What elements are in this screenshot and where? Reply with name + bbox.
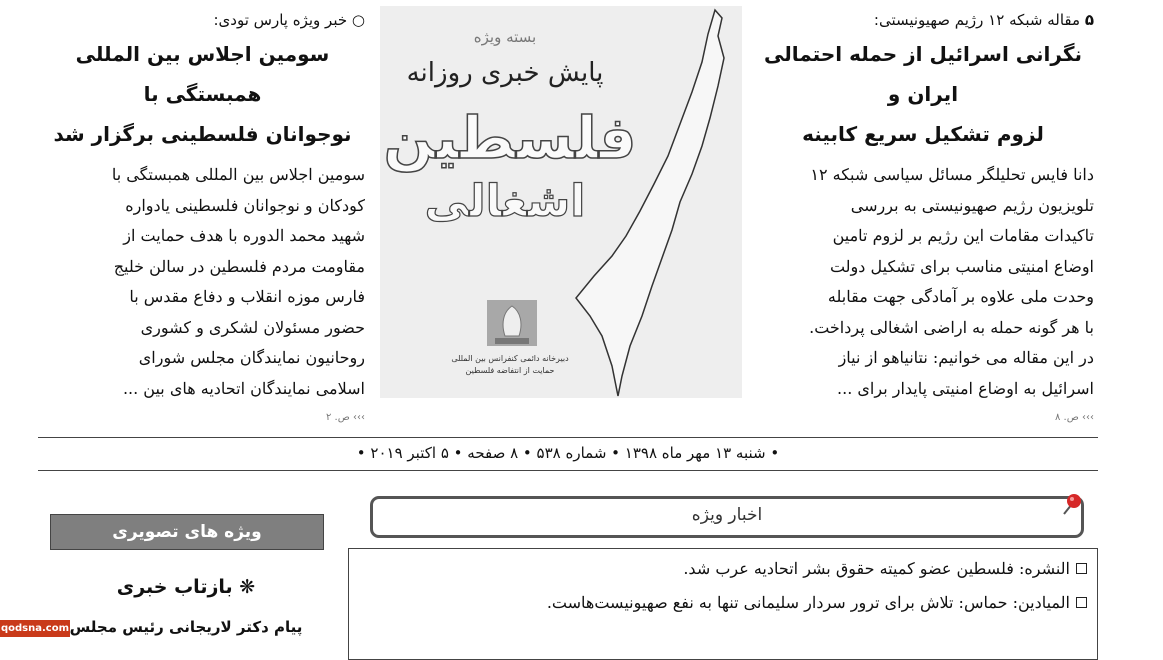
body-line: روحانیون نمایندگان مجلس شورای: [138, 348, 365, 367]
organization-logo-icon: [485, 298, 539, 350]
cover-organization-line: دبیرخانه دائمی کنفرانس بین المللی: [451, 354, 569, 363]
body-line: دانا فایس تحلیلگر مسائل سیاسی شبکه ۱۲: [810, 165, 1094, 184]
special-news-title: اخبار ویژه: [691, 505, 763, 525]
page-reference-link[interactable]: ››› ص. ۸: [1055, 412, 1094, 423]
divider: [38, 470, 1098, 471]
left-article-body: [40, 160, 365, 404]
body-line: فارس موزه انقلاب و دفاع مقدس با: [129, 287, 365, 306]
article-number: ۵: [1084, 11, 1094, 29]
picture-caption[interactable]: پیام دکتر لاریجانی رئیس مجلس: [69, 618, 303, 636]
left-article-headline[interactable]: [40, 34, 365, 154]
divider: [38, 437, 1098, 438]
headline-line: نگرانی اسرائیل از حمله احتمالی ایران و: [764, 42, 1082, 106]
special-news-list: [348, 548, 1098, 660]
page-reference-link[interactable]: ››› ص. ۲: [326, 412, 365, 423]
headline-line: نوجوانان فلسطینی برگزار شد: [53, 122, 352, 146]
body-line: اسلامی نمایندگان اتحادیه های بین ...: [122, 378, 365, 398]
news-item[interactable]: [349, 593, 1097, 613]
headline-line: لزوم تشکیل سریع کابینه: [802, 122, 1044, 146]
right-article-headline[interactable]: [752, 34, 1094, 154]
body-line: حضور مسئولان لشکری و کشوری: [140, 317, 365, 337]
site-watermark: qodsna.com: [0, 620, 70, 637]
cover-big-subtitle: اشغالی: [424, 176, 586, 227]
body-line: وحدت ملی علاوه بر آمادگی جهت مقابله: [827, 287, 1094, 306]
body-line: اوضاع امنیتی مناسب برای تشکیل دولت: [829, 256, 1094, 276]
right-article: [752, 8, 1094, 423]
news-item[interactable]: [349, 559, 1097, 579]
right-article-kicker: [752, 8, 1094, 32]
cover-organization-line: حمایت از انتفاضه فلسطین: [465, 366, 555, 375]
cover-title: پایش خبری روزانه: [406, 58, 604, 88]
special-news-header: [370, 496, 1084, 538]
checkbox-bullet-icon: [1076, 597, 1087, 608]
news-item-text: النشره: فلسطین عضو کمیته حقوق بشر اتحادیه عرب شد.: [683, 559, 1070, 578]
kicker-text: خبر ویژه پارس تودی:: [213, 11, 348, 29]
body-line: اسرائیل به اوضاع امنیتی پایدار برای ...: [837, 378, 1094, 398]
news-reflection-heading: ❋ بازتاب خبری: [116, 576, 256, 598]
kicker-text: مقاله شبکه ۱۲ رژیم صهیونیستی:: [873, 11, 1081, 29]
body-line: با هر گونه حمله به اراضی اشغالی پرداخت.: [809, 317, 1094, 337]
circle-bullet-icon: ○: [351, 11, 365, 29]
issue-date-line: • شنبه ۱۳ مهر ماه ۱۳۹۸ • شماره ۵۳۸ • ۸ صفحه • ۵ اکتبر ۲۰۱۹ •: [356, 444, 780, 462]
body-line: مقاومت مردم فلسطین در سالن خلیج: [113, 256, 365, 276]
checkbox-bullet-icon: [1076, 563, 1087, 574]
body-line: تاکیدات مقامات این رژیم بر لزوم تامین: [832, 226, 1094, 245]
body-line: کودکان و نوجوانان فلسطینی یادواره: [125, 195, 365, 215]
cover-subtitle: بسته ویژه: [473, 28, 537, 46]
headline-line: سومین اجلاس بین المللی همبستگی با: [75, 42, 330, 106]
right-article-body: [752, 160, 1094, 404]
news-item-text: المیادین: حماس: تلاش برای ترور سردار سلیمانی تنها به نفع صهیونیست‌هاست.: [546, 593, 1070, 612]
body-line: سومین اجلاس بین المللی همبستگی با: [111, 165, 365, 184]
left-article-kicker: [40, 8, 365, 32]
body-line: در این مقاله می خوانیم: نتانیاهو از نیاز: [838, 348, 1094, 367]
cover-image: [380, 6, 742, 398]
cover-big-title: فلسطین: [383, 104, 637, 172]
picture-specials-title: ویژه های تصویری: [50, 514, 324, 550]
body-line: تلویزیون رژیم صهیونیستی به بررسی: [850, 195, 1094, 215]
pushpin-icon: [1056, 490, 1086, 520]
body-line: شهید محمد الدوره با هدف حمایت از: [123, 226, 365, 245]
left-article: [40, 8, 365, 423]
